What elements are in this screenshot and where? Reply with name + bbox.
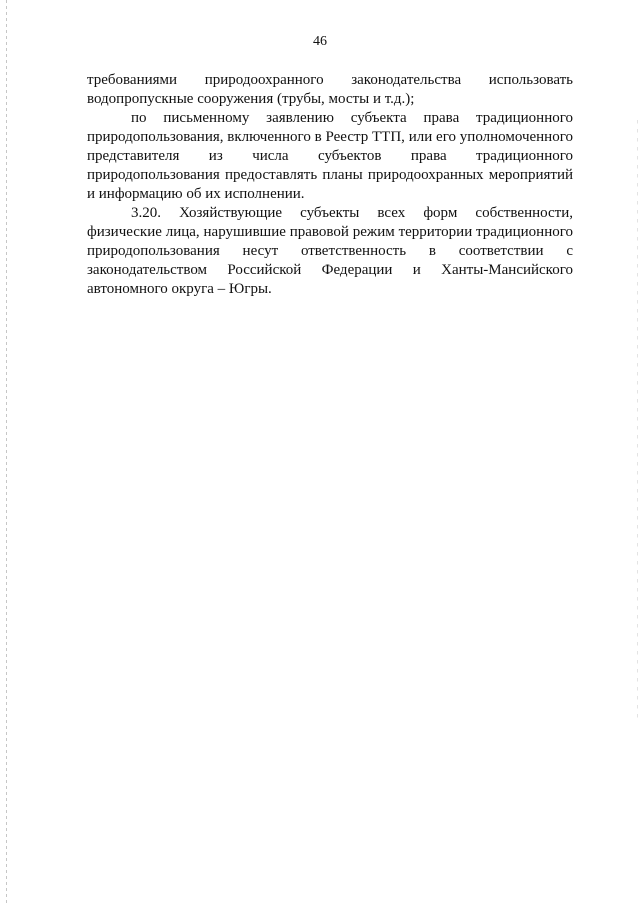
scan-edge-right xyxy=(637,120,638,720)
paragraph-3-20: 3.20. Хозяйствующие субъекты всех форм собственности, физические лица, нарушившие правовой режим территории традиционного природопользования несут ответственность в соответствии с законодательством Российской Федерации и Ханты-Мансийского автономного округа – Югры. xyxy=(87,205,573,297)
page-number: 46 xyxy=(313,34,327,49)
paragraph-plans: по письменному заявлению субъекта права традиционного природопользования, включенного в Реестр ТТП, или его уполномоченного представителя из числа субъектов права традиционного природопользования предоставлять планы природоохранных мероприятий и информацию об их исполнении. xyxy=(87,110,573,202)
paragraph-continuation: требованиями природоохранного законодательства использовать водопропускные сооружения (трубы, мосты и т.д.); xyxy=(87,72,573,107)
scan-edge-left xyxy=(6,0,7,905)
document-body xyxy=(87,71,573,299)
